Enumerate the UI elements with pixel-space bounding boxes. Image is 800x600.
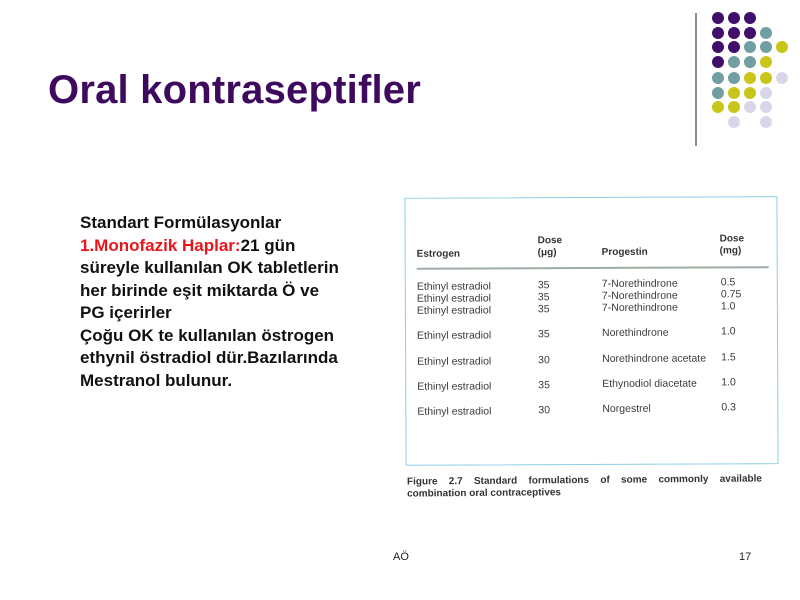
cell-progestin: 7-Norethindrone <box>601 277 678 290</box>
slide-body <box>80 212 400 392</box>
cell-estrogen: Ethinyl estradiol <box>416 292 492 305</box>
slide-title: Oral kontraseptifler <box>48 68 422 112</box>
cell-dose-ug: 35 <box>537 303 550 316</box>
cell-progestin: Norethindrone acetate <box>602 352 707 365</box>
dot-icon <box>728 116 740 128</box>
dot-icon <box>760 27 772 39</box>
cell-dose-mg: 1.0 <box>720 300 736 313</box>
body-heading: Standart Formülasyonlar <box>80 213 282 232</box>
dot-icon <box>744 87 756 99</box>
header-dose-mg-line1: Dose <box>719 233 745 245</box>
cell-dose-mg: 0.5 <box>720 276 736 289</box>
dot-icon <box>712 27 724 39</box>
dot-icon <box>760 87 772 99</box>
cell-estrogen: Ethinyl estradiol <box>416 329 492 342</box>
body-line: PG içerirler <box>80 303 172 322</box>
dot-icon <box>760 72 772 84</box>
dot-icon <box>744 72 756 84</box>
dot-icon <box>712 87 724 99</box>
cell-dose-ug: 30 <box>538 354 550 367</box>
cell-dose-ug: 35 <box>537 328 550 341</box>
dot-icon <box>728 72 740 84</box>
header-estrogen: Estrogen <box>416 248 461 260</box>
cell-progestin: Ethynodiol diacetate <box>602 377 697 390</box>
cell-progestin: Norethindrone <box>601 326 669 339</box>
cell-dose-mg: 1.0 <box>720 325 736 338</box>
cell-estrogen: Ethinyl estradiol <box>417 405 492 418</box>
dot-icon <box>744 27 756 39</box>
footer-author: AÖ <box>393 551 409 563</box>
dot-icon <box>728 87 740 99</box>
body-line: süreyle kullanılan OK tabletlerin <box>80 258 339 277</box>
dot-icon <box>712 72 724 84</box>
header-dose-mg <box>720 233 745 257</box>
page-number: 17 <box>739 551 752 563</box>
header-rule <box>417 266 769 270</box>
dot-icon <box>776 41 788 53</box>
cell-dose-ug: 35 <box>537 279 550 292</box>
cell-progestin: 7-Norethindrone <box>601 289 678 302</box>
dot-icon <box>776 72 788 84</box>
dot-icon <box>728 41 740 53</box>
cell-dose-mg: 0.75 <box>720 288 742 301</box>
dot-icon <box>728 27 740 39</box>
header-dose-ug-line2: (μg) <box>537 247 557 259</box>
cell-progestin: Norgestrel <box>602 402 651 415</box>
body-item-line <box>80 235 400 258</box>
cell-estrogen: Ethinyl estradiol <box>416 304 492 317</box>
dot-icon <box>712 56 724 68</box>
dot-icon <box>760 116 772 128</box>
cell-estrogen: Ethinyl estradiol <box>417 355 492 368</box>
header-progestin: Progestin <box>601 246 648 258</box>
cell-dose-ug: 35 <box>537 291 550 304</box>
figure-caption: Figure 2.7 Standard formulations of some commonly available combination oral contraceptives <box>406 473 762 500</box>
header-dose-ug <box>538 235 563 259</box>
cell-estrogen: Ethinyl estradiol <box>417 380 492 393</box>
formulations-figure <box>404 196 778 466</box>
dot-icon <box>728 12 740 24</box>
cell-dose-ug: 35 <box>538 379 550 392</box>
body-line: her birinde eşit miktarda Ö ve <box>80 280 320 300</box>
cell-progestin: 7-Norethindrone <box>601 301 678 314</box>
decorative-divider <box>695 13 697 146</box>
dot-icon <box>712 41 724 53</box>
header-dose-ug-line1: Dose <box>537 235 563 247</box>
dot-icon <box>744 101 756 113</box>
body-line: ethynil östradiol dür.Bazılarında <box>80 348 338 367</box>
dot-icon <box>744 56 756 68</box>
dot-icon <box>760 41 772 53</box>
dot-icon <box>760 56 772 68</box>
monofazik-label: 1.Monofazik Haplar: <box>80 235 241 255</box>
dot-icon <box>728 101 740 113</box>
cell-estrogen: Ethinyl estradiol <box>416 280 491 293</box>
dot-icon <box>744 41 756 53</box>
body-line: Çoğu OK te kullanılan östrogen <box>80 325 335 345</box>
cell-dose-mg: 1.5 <box>721 351 736 364</box>
body-item-text: 21 gün <box>240 235 296 255</box>
dot-icon <box>728 56 740 68</box>
dot-icon <box>760 101 772 113</box>
body-line: Mestranol bulunur. <box>80 370 233 390</box>
dot-icon <box>712 12 724 24</box>
dot-icon <box>744 12 756 24</box>
cell-dose-mg: 0.3 <box>721 401 736 414</box>
cell-dose-mg: 1.0 <box>721 376 736 389</box>
header-dose-mg-line2: (mg) <box>719 245 742 257</box>
dot-icon <box>712 101 724 113</box>
cell-dose-ug: 30 <box>538 404 551 417</box>
